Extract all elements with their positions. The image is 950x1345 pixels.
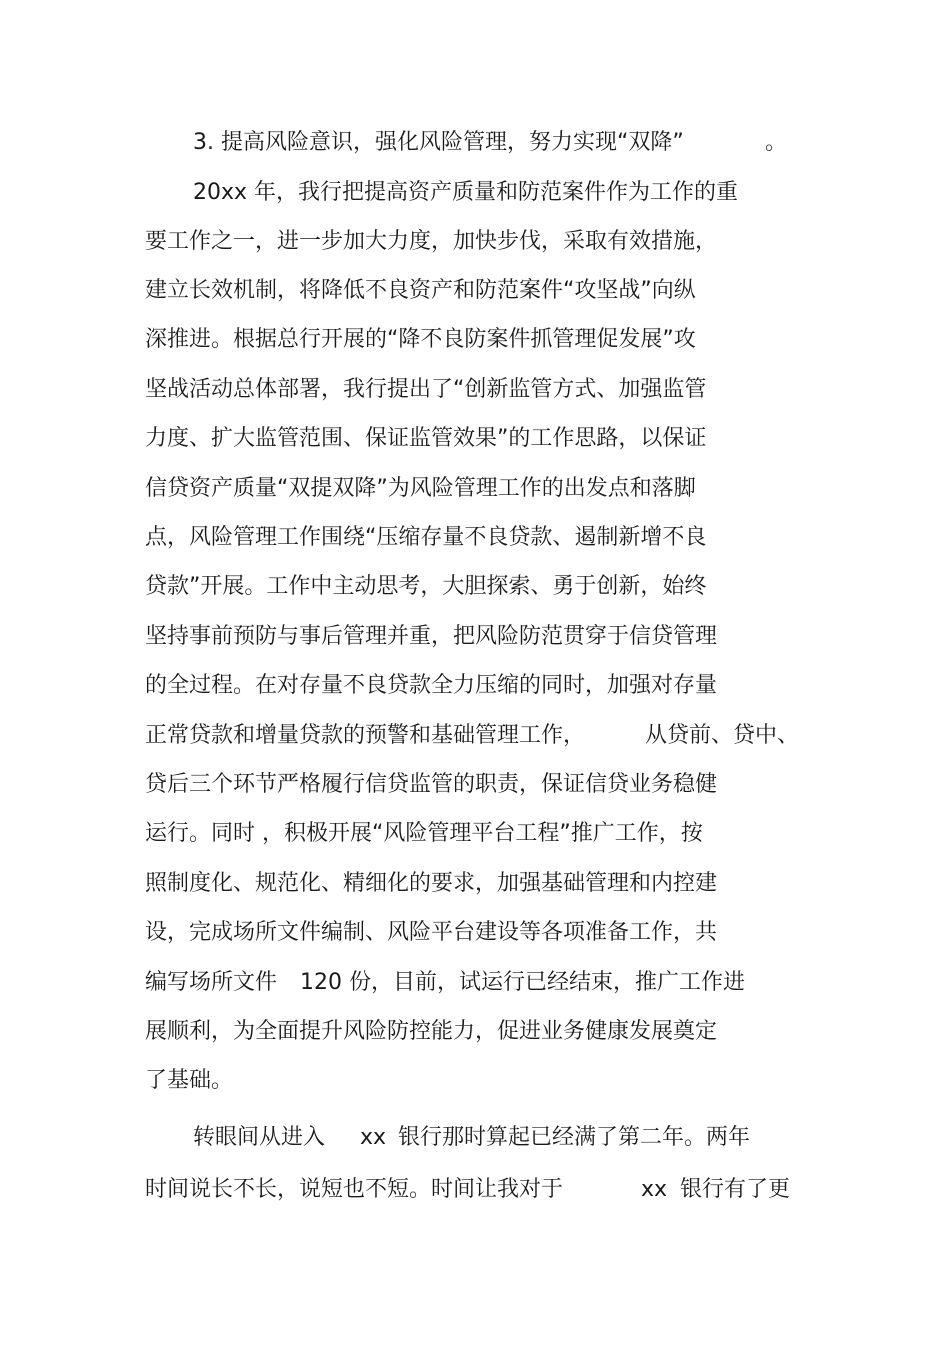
paragraph-line: 深推进。根据总行开展的“降不良防案件抓管理促发展”攻 bbox=[145, 327, 696, 352]
paragraph-line: 坚战活动总体部署，我行提出了“创新监管方式、加强监管 bbox=[145, 377, 707, 402]
paragraph-line: 的全过程。在对存量不良贷款全力压缩的同时，加强对存量 bbox=[145, 673, 718, 698]
paragraph-line: 点，风险管理工作围绕“压缩存量不良贷款、遏制新增不良 bbox=[145, 525, 707, 550]
paragraph-line: 贷后三个环节严格履行信贷监管的职责，保证信贷业务稳健 bbox=[145, 772, 718, 797]
paragraph-line: 正常贷款和增量贷款的预警和基础管理工作， bbox=[145, 723, 586, 748]
paragraph-line: 20xx 年，我行把提高资产质量和防范案件作为工作的重 bbox=[193, 180, 739, 205]
paragraph-line-segment: xx bbox=[360, 1125, 387, 1150]
paragraph-line: 编写场所文件 bbox=[145, 970, 278, 995]
paragraph-line: 了基础。 bbox=[145, 1068, 234, 1093]
paragraph-line-tail: 120 份，目前，试运行已经结束，推广工作进 bbox=[300, 970, 745, 995]
paragraph-line-segment: xx bbox=[641, 1177, 668, 1202]
paragraph-line-segment: 银行有了更 bbox=[680, 1177, 791, 1202]
section-heading-period: 。 bbox=[765, 130, 788, 155]
paragraph-line: 运行。同时 ，积极开展“风险管理平台工程”推广工作，按 bbox=[145, 821, 703, 846]
paragraph-line-segment: 银行那时算起已经满了第二年。两年 bbox=[398, 1125, 751, 1150]
paragraph-line: 照制度化、规范化、精细化的要求，加强基础管理和内控建 bbox=[145, 871, 718, 896]
paragraph-line-tail: 从贷前、贷中、 bbox=[645, 723, 800, 748]
paragraph-line: 坚持事前预防与事后管理并重，把风险防范贯穿于信贷管理 bbox=[145, 624, 718, 649]
paragraph-line: 信贷资产质量“双提双降”为风险管理工作的出发点和落脚 bbox=[145, 476, 696, 501]
paragraph-line: 展顺利，为全面提升风险防控能力，促进业务健康发展奠定 bbox=[145, 1019, 718, 1044]
paragraph-line: 时间说长不长，说短也不短。时间让我对于 bbox=[145, 1177, 564, 1202]
paragraph-line: 力度、扩大监管范围、保证监管效果”的工作思路，以保证 bbox=[145, 426, 707, 451]
paragraph-line: 转眼间从进入 bbox=[193, 1125, 326, 1150]
section-heading: 3. 提高风险意识，强化风险管理，努力实现“双降” bbox=[193, 130, 684, 155]
paragraph-line: 建立长效机制，将降低不良资产和防范案件“攻坚战”向纵 bbox=[145, 278, 696, 303]
paragraph-line: 要工作之一，进一步加大力度，加快步伐，采取有效措施， bbox=[145, 229, 718, 254]
paragraph-line: 贷款”开展。工作中主动思考，大胆探索、勇于创新，始终 bbox=[145, 574, 707, 599]
paragraph-line: 设，完成场所文件编制、风险平台建设等各项准备工作，共 bbox=[145, 920, 718, 945]
